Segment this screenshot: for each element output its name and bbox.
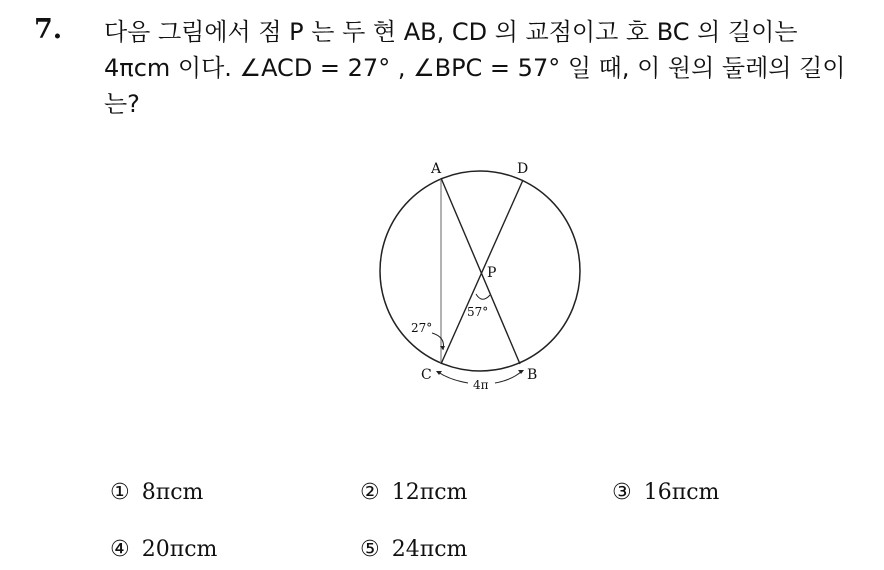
label-angle-57: 57°: [467, 305, 489, 319]
label-a: A: [431, 161, 442, 177]
choice-5-mark: ⑤: [360, 537, 380, 562]
question-number: 7.: [34, 14, 63, 45]
question-line-1: 다음 그림에서 점 P 는 두 현 AB, CD 의 교점이고 호 BC 의 길이는: [104, 18, 798, 46]
question-line-2: 4πcm 이다. ∠ACD = 27° , ∠BPC = 57° 일 때, 이 원의 둘레의 길이: [104, 54, 846, 82]
label-d: D: [517, 161, 529, 177]
choice-1-value: 8πcm: [141, 480, 204, 505]
choice-2-mark: ②: [360, 480, 380, 505]
label-angle-27: 27°: [411, 321, 433, 335]
label-c: C: [421, 367, 432, 383]
arc-bc-arrow-right: [495, 371, 522, 383]
choice-3-value: 16πcm: [643, 480, 720, 505]
question-line-3: 는?: [104, 90, 140, 118]
choice-4-mark: ④: [110, 537, 130, 562]
choice-4-value: 20πcm: [141, 537, 218, 562]
choice-1-mark: ①: [110, 480, 130, 505]
label-p: P: [487, 265, 497, 281]
choice-5[interactable]: [360, 537, 467, 562]
choice-3-mark: ③: [612, 480, 632, 505]
choice-4[interactable]: [110, 537, 217, 562]
choice-3[interactable]: [612, 480, 719, 505]
choice-2-value: 12πcm: [391, 480, 468, 505]
choice-1[interactable]: [110, 480, 203, 505]
choice-5-value: 24πcm: [391, 537, 468, 562]
label-b: B: [527, 367, 538, 383]
question-text: [104, 14, 874, 122]
circle-figure: [370, 152, 590, 392]
label-arc-bc: 4π: [473, 378, 489, 392]
angle-57-arc: [476, 294, 490, 299]
arc-bc-arrow-left: [438, 372, 468, 383]
choice-2[interactable]: [360, 480, 467, 505]
